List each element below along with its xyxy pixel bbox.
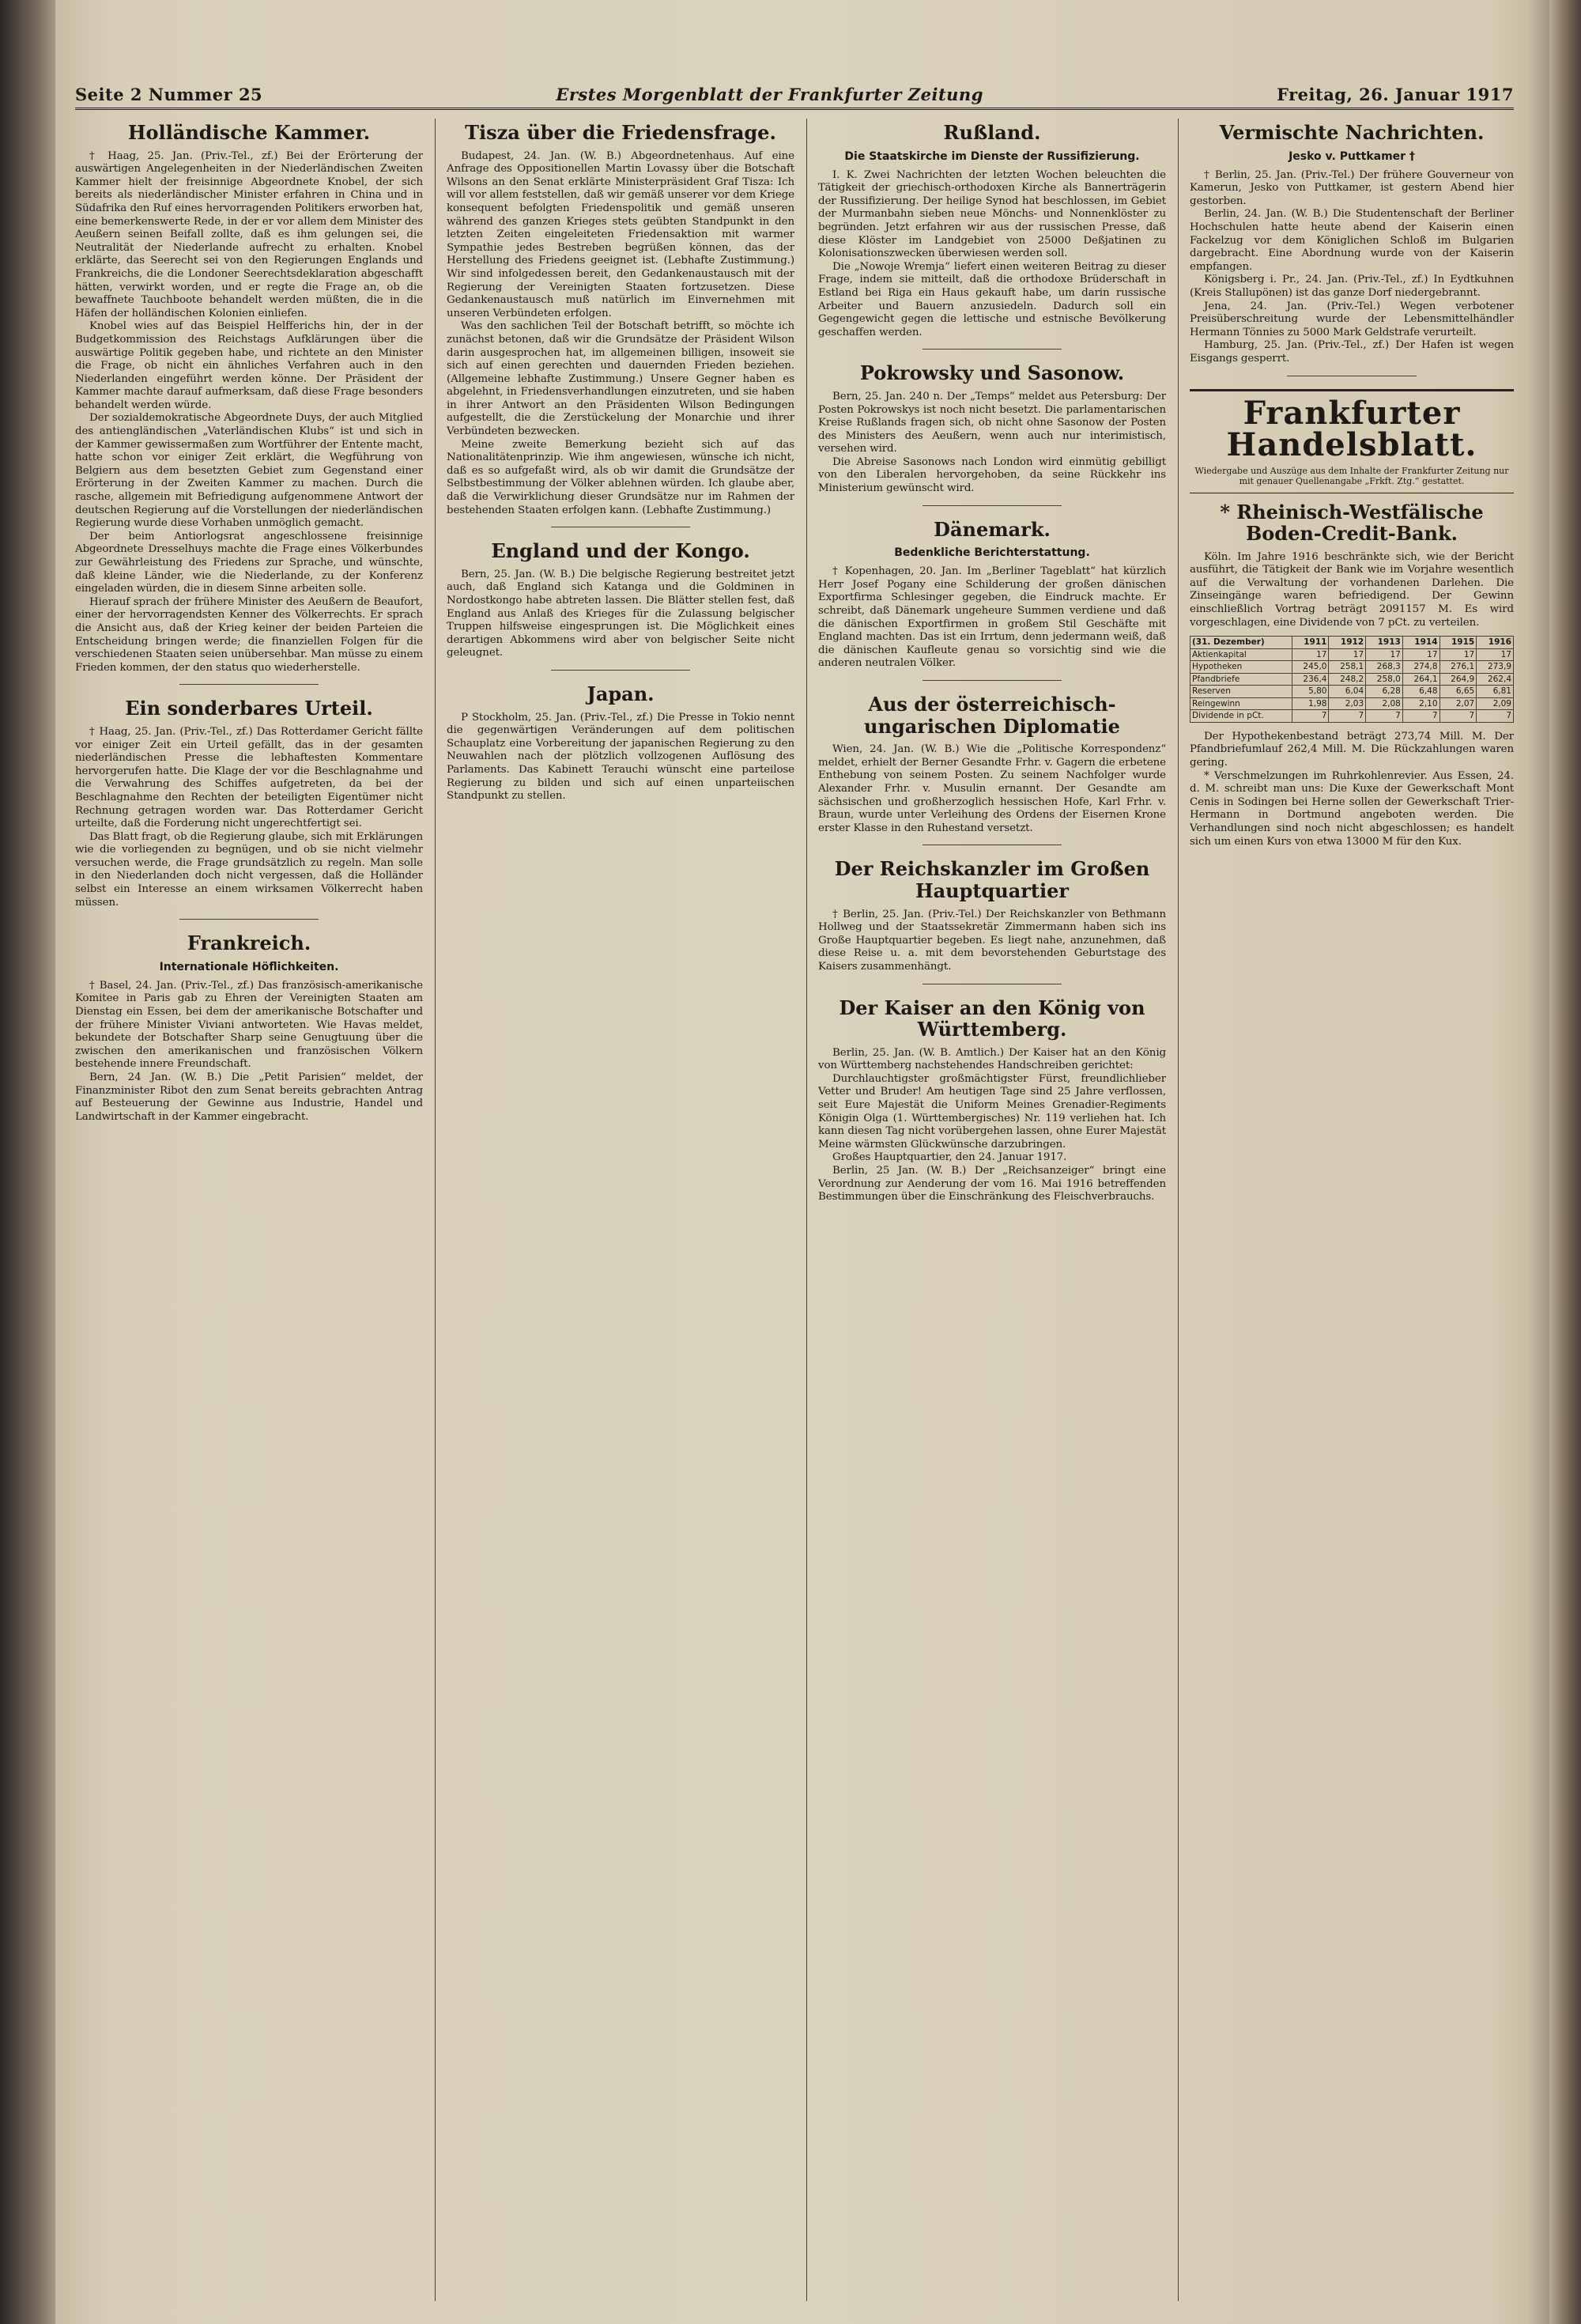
article [447,540,794,671]
article-paragraph: † Berlin, 25. Jan. (Priv.-Tel.) Der Reichskanzler von Bethmann Hollweg und der Staatssekretär Zimmermann haben sich ins Große Hauptquartier begeben. Es liegt nahe, anzunehmen, daß diese Reise u. a. mit dem bevorstehenden Geburtstage des Kaisers zusammenhängt. [818,908,1166,973]
table-row [1190,697,1514,710]
table-cell: 2,08 [1366,697,1403,710]
article-paragraph: Berlin, 25. Jan. (W. B. Amtlich.) Der Kaiser hat an den König von Württemberg nachstehendes Handschreiben gerichtet: [818,1046,1166,1072]
table-cell: 2,07 [1440,697,1477,710]
table-row [1190,661,1514,674]
table-cell: 274,8 [1402,661,1440,674]
table-cell: 17 [1402,648,1440,661]
article-headline: Aus der österreichisch-ungarischen Diplomatie [864,693,1120,738]
article-paragraph: † Berlin, 25. Jan. (Priv.-Tel.) Der frühere Gouverneur von Kamerun, Jesko von Puttkamer, ist gestern Abend hier gestorben. [1190,168,1514,207]
table-header-cell: 1911 [1292,637,1329,649]
article-headline: * Rheinisch-Westfälische Boden-Credit-Bank. [1220,500,1484,546]
article-paragraph: † Kopenhagen, 20. Jan. Im „Berliner Tageblatt“ hat kürzlich Herr Josef Pogany eine Schilderung der großen dänischen Exportfirma Schlesinger gegeben, die Eindruck machte. Er schreibt, daß Dänemark ungeheure Summen verdiene und daß die dänischen Exportfirmen in großem Stil Geschäfte mit England machten. Das ist ein Irrtum, denn jedermann weiß, daß die dänischen Kaufleute genau so vorsichtig sind wie die anderen neutralen Völker. [818,565,1166,670]
article-paragraph: Berlin, 25 Jan. (W. B.) Der „Reichsanzeiger“ bringt eine Verordnung zur Aenderung der vom 16. Mai 1916 betreffenden Bestimmungen über die Einschränkung des Fleischverbrauchs. [818,1165,1166,1204]
section-title: Frankfurter Handelsblatt. [1226,394,1477,463]
table-cell: 264,9 [1440,673,1477,686]
table-cell: 6,81 [1477,686,1514,698]
table-cell: 7 [1402,710,1440,723]
table-cell: 276,1 [1440,661,1477,674]
table-cell: Reingewinn [1190,697,1292,710]
article-paragraph: Knobel wies auf das Beispiel Helfferichs hin, der in der Budgetkommission des Reichstags Aufklärungen über die auswärtige Politik gegeben habe, und richtete an den Minister die Frage, ob nicht ein ähnliches Verfahren auch in den Niederlanden eingeführt werden könne. Der Präsident der Kammer machte darauf aufmerksam, daß diese Frage besonders behandelt werden würde. [75,320,423,411]
section-subtitle: Wiedergabe und Auszüge aus dem Inhalte der Frankfurter Zeitung nur mit genauer Quellenangabe „Frkft. Ztg.“ gestattet. [1194,465,1509,486]
article-headline: Pokrowsky und Sasonow. [859,361,1125,385]
table-cell: 6,04 [1329,686,1366,698]
table-cell: 264,1 [1402,673,1440,686]
article-paragraph: Bern, 25. Jan. 240 n. Der „Temps“ meldet aus Petersburg: Der Posten Pokrowskys ist noch nicht besetzt. Die parlamentarischen Kreise Rußlands fragen sich, ob nicht ohne Sasonow der Posten des Ministers des Aeußern, wenn auch nur interimistisch, versehen wird. [818,390,1166,455]
table-cell: Hypotheken [1190,661,1292,674]
article-paragraph: † Haag, 25. Jan. (Priv.-Tel., zf.) Das Rotterdamer Gericht fällte vor einiger Zeit ein Urteil gefällt, das in der gesamten niederländischen Presse die lebhaftesten Kommentare hervorgerufen hatte. Die Klage der vor die Beschlagnahme und die Verwahrung des Schiffes aufgetreten, da bei der Beschlagnahme den Rechten der beteiligten Eigentümer nicht Rechnung getragen worden war. Das Rotterdamer Gericht urteilte, daß die Forderung nicht ungerechtfertigt sei. [75,725,423,830]
article-headline: Japan. [587,682,655,705]
table-cell: 236,4 [1292,673,1329,686]
article-paragraph: Hierauf sprach der frühere Minister des Aeußern de Beaufort, einer der hervorragendsten Kenner des Völkerrechts. Er sprach die Ansicht aus, daß der Krieg keiner der beiden Parteien die Entscheidung bringen werde; die finanziellen Folgen für die verschiedenen Staaten seien unübersehbar. Man müsse zu einem Frieden kommen, der den status quo wiederherstelle. [75,595,423,674]
masthead [75,73,1514,110]
newspaper-title: Erstes Morgenblatt der Frankfurter Zeitung [556,85,983,104]
table-cell: Aktienkapital [1190,648,1292,661]
table-cell: 7 [1329,710,1366,723]
article-paragraph: Der beim Antiorlogsrat angeschlossene freisinnige Abgeordnete Dresselhuys machte die Frage eines Völkerbundes zur Gewährleistung des Friedens zur Sprache, und wünschte, daß kleine Länder, wie die Niederlande, zu der Konferenz eingeladen würden, die in diesem Sinne arbeiten solle. [75,530,423,595]
table-row [1190,673,1514,686]
book-binding [0,0,55,2324]
column-rule [435,119,436,2301]
article-headline: Der Reichskanzler im Großen Hauptquartier [834,857,1150,902]
article-paragraph: I. K. Zwei Nachrichten der letzten Wochen beleuchten die Tätigkeit der griechisch-orthodoxen Kirche als Bannerträgerin der Russifizierung. Der heilige Synod hat beschlossen, im Gebiet der Murmanbahn sieben neue Mönchs- und Nonnenklöster zu begründen. Jetzt erfahren wir aus der russischen Presse, daß diese Klöster im Landgebiet von 25000 Deßjatinen zu Kolonisationszwecken überwiesen werden soll. [818,168,1166,260]
article [818,997,1166,1204]
article [447,683,794,803]
article-divider [179,919,319,920]
table-cell: 17 [1329,648,1366,661]
article-paragraph: Der Hypothekenbestand beträgt 273,74 Mill. M. Der Pfandbriefumlauf 262,4 Mill. M. Die Rückzahlungen waren gering. [1190,730,1514,769]
table-header-cell: 1915 [1440,637,1477,649]
article-headline: Der Kaiser an den König von Württemberg. [839,996,1145,1041]
article [818,693,1166,845]
article-paragraph: Wien, 24. Jan. (W. B.) Wie die „Politische Korrespondenz“ meldet, erhielt der Berner Gesandte Frhr. v. Gagern die erbetene Enthebung von seinem Posten. Zu seinem Nachfolger wurde Alexander Frhr. v. Musulin ernannt. Der Gesandte am sächsischen und großherzoglich hessischen Hofe, Karl Frhr. v. Braun, wurde unter Verleihung des Ordens der Eisernen Krone erster Klasse in den Ruhestand versetzt. [818,743,1166,834]
table-cell: 7 [1366,710,1403,723]
article-paragraph: * Verschmelzungen im Ruhrkohlenrevier. Aus Essen, 24. d. M. schreibt man uns: Die Kuxe der Gewerkschaft Mont Cenis in Sodingen bei Herne sollen der Gewerkschaft Trier-Hermann in Dortmund angeboten werden. Die Verhandlungen sind noch nicht abgeschlossen; es handelt sich um einen Kurs von etwa 13000 M für den Kux. [1190,769,1514,848]
table-cell: 17 [1366,648,1403,661]
article-subheadline: Jesko v. Puttkamer † [1289,149,1415,163]
table-row [1190,710,1514,723]
article-paragraph: Königsberg i. Pr., 24. Jan. (Priv.-Tel., zf.) In Eydtkuhnen (Kreis Stallupönen) ist das ganze Dorf niedergebrannt. [1190,274,1514,299]
page-edge [1549,0,1581,2324]
article-paragraph: Bern, 24 Jan. (W. B.) Die „Petit Parisien“ meldet, der Finanzminister Ribot den zum Senat bereits gebrachten Antrag auf Besteuerung der Gewinne aus Industrie, Handel und Landwirtschaft in der Kammer eingebracht. [75,1071,423,1123]
table-cell: 7 [1440,710,1477,723]
article-paragraph: Der sozialdemokratische Abgeordnete Duys, der auch Mitglied des antiengländischen „Vaterländischen Klubs“ ist und sich in der Kammer gewissermaßen zum Wortführer der Entente macht, hatte schon vor einiger Zeit erklärt, die Wegführung von Belgiern aus dem besetzten Gebiet zum Gegenstand einer Erörterung in der Zweiten Kammer zu machen. Durch die rasche, allgemein mit Befriedigung aufgenommene Antwort der deutschen Regierung auf die Vorstellungen der niederländischen Regierung wurde diese Vorhaben unmöglich gemacht. [75,412,423,530]
article-subheadline: Die Staatskirche im Dienste der Russifizierung. [844,149,1140,163]
table-cell: 245,0 [1292,661,1329,674]
table-cell: 262,4 [1477,673,1514,686]
article-subheadline: Bedenkliche Berichterstattung. [894,546,1090,560]
article-headline: England und der Kongo. [491,539,750,563]
balance-table [1190,636,1514,723]
column-3 [818,119,1166,2301]
article [75,697,423,920]
article-headline: Vermischte Nachrichten. [1219,121,1485,144]
table-cell: Reserven [1190,686,1292,698]
article-paragraph: Meine zweite Bemerkung bezieht sich auf das Nationalitätenprinzip. Wie ihm angewiesen, wünsche ich nicht, daß es so aufgefaßt wird, als ob wir damit die Grundsätze der Selbstbestimmung der Völker ablehnen würden. Ich glaube aber, daß die Verwirklichung dieser Grundsätze nur im Rahmen der bestehenden Staaten erfolgen kann. (Lebhafte Zustimmung.) [447,438,794,516]
table-cell: 17 [1292,648,1329,661]
table-header-cell: 1912 [1329,637,1366,649]
article [818,122,1166,350]
table-cell: 5,80 [1292,686,1329,698]
table-cell: 2,09 [1477,697,1514,710]
table-cell: 17 [1440,648,1477,661]
article-headline: Dänemark. [934,517,1051,541]
table-header-row [1190,637,1514,649]
article-paragraph: † Haag, 25. Jan. (Priv.-Tel., zf.) Bei der Erörterung der auswärtigen Angelegenheiten in der Niederländischen Zweiten Kammer hielt der freisinnige Abgeordnete Knobel, der sich bereits als niederländischer Minister erfahren in China und in Südafrika den Ruf eines hervorragenden Politikers erworben hat, eine bemerkenswerte Rede, in der er vor allem dem Minister des Aeußern seinen Beifall zollte, daß es ihm gelungen sei, die Neutralität der Niederlande aufrecht zu erhalten. Knobel erklärte, das Seerecht sei von den Regierungen Englands und Frankreichs, die die Londoner Seerechtsdeklaration abgeschafft hätten, verwirkt worden, und er regte die Frage an, ob die bewaffnete Tauchboote behandelt werden müßten, die in die Häfen der holländischen Kolonien einliefen. [75,149,423,319]
column-1 [75,119,423,2301]
article-paragraph: Großes Hauptquartier, den 24. Januar 1917. [832,1151,1067,1164]
table-header-cell: (31. Dezember) [1190,637,1292,649]
article-paragraph: † Basel, 24. Jan. (Priv.-Tel., zf.) Das französisch-amerikanische Komitee in Paris gab zu Ehren der Vereinigten Staaten am Dienstag ein Essen, bei dem der amerikanische Botschafter und der frühere Minister Viviani antworteten. Wie Havas meldet, bekundete der Botschafter Sharp seine Genugtuung über die zwischen den amerikanischen und französischen Völkern bestehende innere Freundschaft. [75,979,423,1071]
table-row [1190,648,1514,661]
table-cell: 2,10 [1402,697,1440,710]
article-divider [923,680,1062,681]
table-cell: 6,28 [1366,686,1403,698]
table-cell: 2,03 [1329,697,1366,710]
article-paragraph: Die Abreise Sasonows nach London wird einmütig gebilligt von den Liberalen hervorgehoben, da seine Rückkehr ins Ministerium gewünscht wird. [818,455,1166,495]
article [75,932,423,1124]
article-divider [923,505,1062,506]
article-paragraph: P Stockholm, 25. Jan. (Priv.-Tel., zf.) Die Presse in Tokio nennt die gegenwärtigen Veränderungen auf dem politischen Schauplatz eine Vorbereitung der japanischen Regierung zu den Neuwahlen nach der plötzlich vollzogenen Auflösung des Parlaments. Das Kabinett Terauchi wünscht eine parteilose Regierung zu bilden und sich auf einen unparteiischen Standpunkt zu stellen. [447,711,794,803]
column-2 [447,119,794,2301]
table-header-cell: 1916 [1477,637,1514,649]
issue-date: Freitag, 26. Januar 1917 [1277,85,1514,104]
article [1190,389,1514,849]
table-cell: 268,3 [1366,661,1403,674]
article-paragraph: Berlin, 24. Jan. (W. B.) Die Studentenschaft der Berliner Hochschulen hatte heute abend der Kaiserin einen Fackelzug vor dem Königlichen Schloß im Bulgarien dargebracht. Eine Abordnung wurde von der Kaiserin empfangen. [1190,208,1514,273]
article-paragraph: Köln. Im Jahre 1916 beschränkte sich, wie der Bericht ausführt, die Tätigkeit der Bank wie im Vorjahre wesentlich auf die Verwaltung der vorhandenen Darlehen. Die Zinseingänge waren befriedigend. Der Gewinn einschließlich Vortrag beträgt 2091157 M. Es wird vorgeschlagen, eine Dividende von 7 pCt. zu verteilen. [1190,550,1514,629]
table-cell: 7 [1292,710,1329,723]
table-row [1190,686,1514,698]
article [1190,122,1514,376]
table-cell: 258,0 [1366,673,1403,686]
article-headline: Holländische Kammer. [127,121,371,144]
table-cell: 248,2 [1329,673,1366,686]
article-divider [551,670,690,671]
column-rule [1178,119,1179,2301]
table-cell: Pfandbriefe [1190,673,1292,686]
article-headline: Ein sonderbares Urteil. [125,697,373,720]
article-paragraph: Jena, 24. Jan. (Priv.-Tel.) Wegen verbotener Preisüberschreitung wurde der Lebensmittelhändler Hermann Tönnies zu 5000 Mark Geldstrafe verurteilt. [1190,300,1514,338]
article-headline: Rußland. [943,121,1041,144]
article-paragraph: Durchlauchtigster großmächtigster Fürst, freundlichlieber Vetter und Bruder! Am heutigen Tage sind 25 Jahre verflossen, seit Eure Majestät die Uniform Meines Grenadier-Regiments Königin Olga (1. Württembergisches) Nr. 119 verliehen hat. Ich kann diesen Tag nicht vorübergehen lassen, ohne Eurer Majestät Meine wärmsten Glückwünsche darzubringen. [818,1072,1166,1151]
article-subheadline: Internationale Höflichkeiten. [159,960,339,973]
table-cell: Dividende in pCt. [1190,710,1292,723]
article-paragraph: Das Blatt fragt, ob die Regierung glaube, sich mit Erklärungen wie die vorliegenden zu begnügen, und ob sie nicht vielmehr versuchen werde, die Frage grundsätzlich zu regeln. Man solle in den Niederlanden doch nicht vergessen, daß die Holländer selbst ein Interesse an einem wirksamen Völkerrecht haben müssen. [75,830,423,909]
article-divider [923,349,1062,350]
article [75,122,423,685]
column-4 [1190,119,1514,2301]
table-cell: 7 [1477,710,1514,723]
table-cell: 258,1 [1329,661,1366,674]
article-paragraph: Bern, 25. Jan. (W. B.) Die belgische Regierung bestreitet jetzt auch, daß England sich Katanga und die Goldminen in Nordostkongo habe abtreten lassen. Die Blätter stellen fest, daß England aus Anlaß des Krieges für die Zulassung belgischer Truppen hilfsweise eingesprungen ist. Die Möglichkeit eines derartigen Abkommens wird aber von belgischer Seite nicht geleugnet. [447,568,794,659]
article-headline: Tisza über die Friedensfrage. [465,121,776,144]
article-paragraph: Hamburg, 25. Jan. (Priv.-Tel., zf.) Der Hafen ist wegen Eisgangs gesperrt. [1190,339,1514,365]
article [818,519,1166,681]
table-header-cell: 1913 [1366,637,1403,649]
table-cell: 6,48 [1402,686,1440,698]
handelsblatt-header [1190,389,1514,493]
article [818,362,1166,505]
table-cell: 6,65 [1440,686,1477,698]
article-paragraph: Budapest, 24. Jan. (W. B.) Abgeordnetenhaus. Auf eine Anfrage des Oppositionellen Martin Lovassy über die Botschaft Wilsons an den Senat erklärte Ministerpräsident Graf Tisza: Ich will vor allem feststellen, daß wir gemäß unserer vor dem Kriege konsequent befolgten Friedenspolitik und gemäß unseren während des ganzen Krieges stets geübten Standpunkt in den letzten Zeiten eingeleiteten Friedensaktion mit warmer Sympathie jedes Bestreben begrüßen können, das der Herstellung des Friedens geeignet ist. (Lebhafte Zustimmung.) Wir sind infolgedessen bereit, den Gedankenaustausch mit der Regierung der Vereinigten Staaten fortzusetzen. Diese Gedankenaustausch muß natürlich im Einvernehmen mit unseren Verbündeten erfolgen. [447,149,794,319]
table-cell: 17 [1477,648,1514,661]
table-header-cell: 1914 [1402,637,1440,649]
columns [75,119,1514,2301]
article-headline: Frankreich. [187,931,311,955]
page-number: Seite 2 Nummer 25 [75,85,263,104]
article-paragraph: Was den sachlichen Teil der Botschaft betrifft, so möchte ich zunächst betonen, daß wir die Grundsätze der Präsident Wilson darin ausgesprochen hat, im allgemeinen billigen, insoweit sie sich auf einen gerechten und dauernden Frieden beziehen. (Allgemeine lebhafte Zustimmung.) Unsere Gegner haben es abgelehnt, in Friedensverhandlungen einzutreten, und sie haben in ihrer Antwort an den Präsidenten Wilson Bedingungen aufgestellt, die die Zerstückelung der Monarchie und ihrer Verbündeten bezwecken. [447,320,794,438]
article [818,858,1166,984]
article-divider [179,684,319,685]
table-cell: 273,9 [1477,661,1514,674]
column-rule [806,119,807,2301]
page-fold-shadow [1527,0,1549,2324]
article-paragraph: Die „Nowoje Wremja“ liefert einen weiteren Beitrag zu dieser Frage, indem sie mitteilt, daß die orthodoxe Brüderschaft in Estland bei Riga ein Haus gekauft habe, um darin russische Arbeiter und Bauern anzusiedeln. Dadurch soll ein Gegengewicht gegen die lettische und estnische Bevölkerung geschaffen werden. [818,260,1166,338]
article [447,122,794,527]
table-cell: 1,98 [1292,697,1329,710]
